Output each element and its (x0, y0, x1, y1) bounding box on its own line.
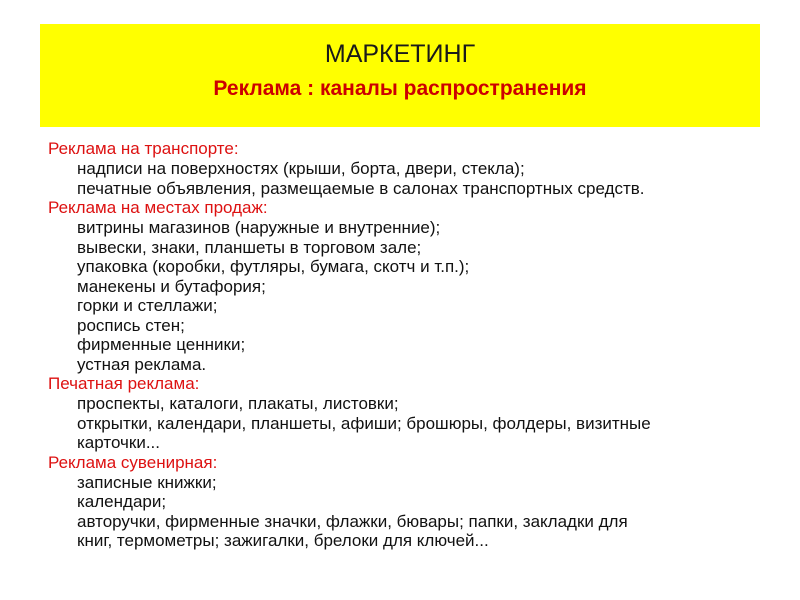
content-list (48, 139, 760, 551)
list-item: надписи на поверхностях (крыши, борта, двери, стекла); (77, 159, 525, 178)
list-item: упаковка (коробки, футляры, бумага, скотч и т.п.); (77, 257, 470, 276)
list-item: устная реклама. (77, 354, 207, 374)
list-item: витрины магазинов (наружные и внутренние); (77, 218, 441, 237)
list-item: книг, термометры; зажигалки, брелоки для ключей... (77, 531, 489, 550)
list-item: карточки... (77, 433, 160, 452)
page-title: МАРКЕТИНГ (324, 40, 476, 68)
list-item: фирменные ценники; (77, 335, 246, 354)
list-item: проспекты, каталоги, плакаты, листовки; (77, 394, 399, 413)
list-item: роспись стен; (77, 315, 185, 335)
section-heading-print: Печатная реклама: (48, 374, 200, 393)
list-item: записные книжки; (77, 472, 217, 492)
section-heading-transport: Реклама на транспорте: (48, 139, 239, 158)
list-item: горки и стеллажи; (77, 296, 218, 315)
list-item: манекены и бутафория; (77, 276, 266, 296)
list-item: открытки, календари, планшеты, афиши; брошюры, фолдеры, визитные (77, 413, 651, 433)
section-heading-souvenir: Реклама сувенирная: (48, 452, 218, 472)
page-subtitle: Реклама : каналы распространения (213, 77, 587, 100)
section-heading-point-of-sale: Реклама на местах продаж: (48, 198, 268, 217)
list-item: календари; (77, 492, 167, 511)
list-item: авторучки, фирменные значки, флажки, бювары; папки, закладки для (77, 511, 628, 531)
list-item: вывески, знаки, планшеты в торговом зале; (77, 237, 422, 257)
header-banner (40, 24, 760, 127)
list-item: печатные объявления, размещаемые в салонах транспортных средств. (77, 178, 645, 198)
